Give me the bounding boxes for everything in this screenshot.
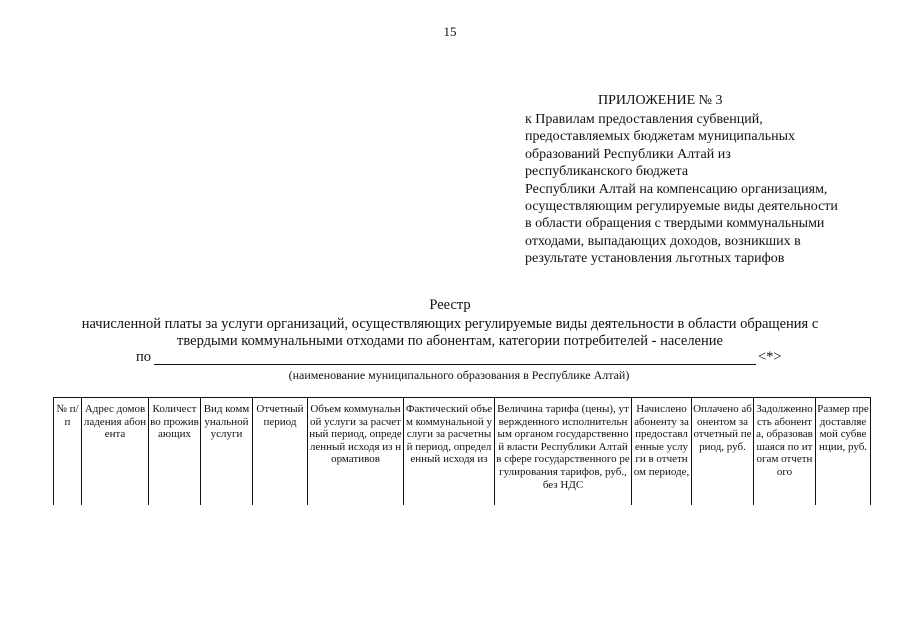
footnote-reference: <*> xyxy=(758,349,782,365)
column-header-debt: Задолженность абонента, образовавшаяся по итогам отчетного xyxy=(754,398,816,506)
column-header-tariff: Величина тарифа (цены), утвержденного исполнительным органом государственной власти Республики Алтай в сфере государственного регулирования тарифов, руб., без НДС xyxy=(495,398,632,506)
column-header-residents: Количество проживающих xyxy=(149,398,201,506)
appendix-line: в области обращения с твердыми коммунальными xyxy=(525,216,825,232)
appendix-line: предоставляемых бюджетам муниципальных xyxy=(525,129,796,145)
column-header-charged: Начислено абоненту за предоставленные услуги в отчетном периоде, xyxy=(632,398,692,506)
appendix-line: осуществляющим регулируемые виды деятельности xyxy=(525,199,838,215)
column-header-paid: Оплачено абонентом за отчетный период, руб. xyxy=(692,398,754,506)
column-header-address: Адрес домовладения абонента xyxy=(82,398,149,506)
appendix-title: ПРИЛОЖЕНИЕ № 3 xyxy=(598,93,723,108)
registry-subtitle-line-1: начисленной платы за услуги организаций, осуществляющих регулируемые виды деятельности в области обращения с xyxy=(81,316,819,332)
appendix-line: результате установления льготных тарифов xyxy=(525,251,785,267)
column-header-number: № п/п xyxy=(54,398,82,506)
column-header-volume-actual: Фактический объем коммунальной услуги за расчетный период, определенный исходя из xyxy=(404,398,495,506)
column-header-subvention: Размер предоставляемой субвенции, руб. xyxy=(816,398,871,506)
column-header-service-type: Вид коммунальной услуги xyxy=(201,398,253,506)
column-header-reporting-period: Отчетный период xyxy=(253,398,308,506)
po-label: по xyxy=(136,349,152,365)
appendix-line: республиканского бюджета xyxy=(525,164,689,180)
page-number: 15 xyxy=(443,24,457,39)
municipality-caption: (наименование муниципального образования в Республике Алтай) xyxy=(288,368,630,382)
appendix-line: отходами, выпадающих доходов, возникших в xyxy=(525,233,801,249)
municipality-blank-line xyxy=(154,364,756,365)
column-header-volume-normative: Объем коммунальной услуги за расчетный период, определенный исходя из нормативов xyxy=(308,398,404,506)
appendix-body xyxy=(525,111,885,268)
table-header-row xyxy=(54,398,871,506)
registry-table xyxy=(53,397,871,505)
appendix-line: образований Республики Алтай из xyxy=(525,146,731,162)
appendix-line: к Правилам предоставления субвенций, xyxy=(525,112,763,127)
registry-subtitle-line-2: твердыми коммунальными отходами по абонентам, категории потребителей - население xyxy=(177,333,723,349)
appendix-line: Республики Алтай на компенсацию организациям, xyxy=(525,181,828,197)
registry-title: Реестр xyxy=(429,297,471,313)
